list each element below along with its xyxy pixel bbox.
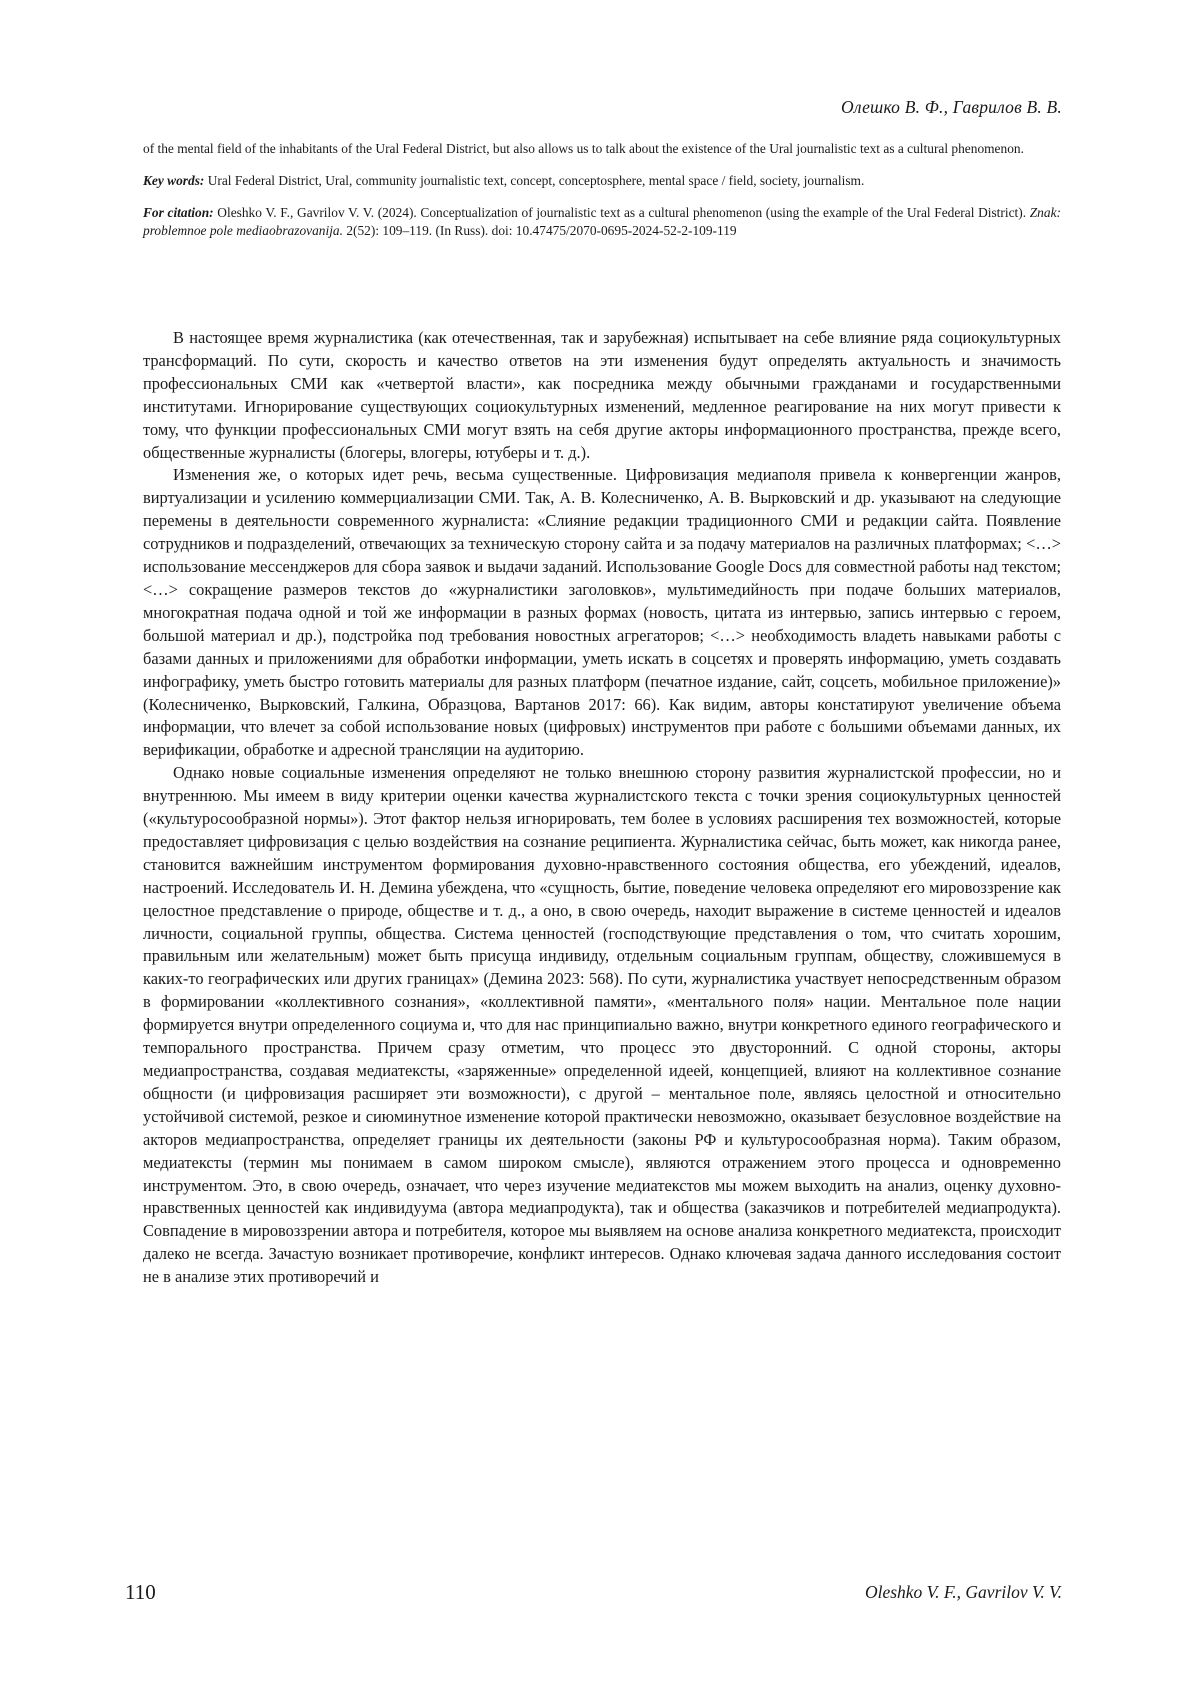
keywords-label: Key words: xyxy=(143,173,205,188)
abstract-block xyxy=(143,140,1061,254)
citation-label: For citation: xyxy=(143,205,214,220)
citation-text: Oleshko V. F., Gavrilov V. V. (2024). Conceptualization of journalistic text as a cultural phenomenon (using the example of the Ural Federal District). xyxy=(217,205,1027,220)
page-number: 110 xyxy=(125,1580,156,1604)
keywords xyxy=(143,172,1061,190)
body-paragraph: Однако новые социальные изменения определяют не только внешнюю сторону развития журналистской профессии, но и внутреннюю. Мы имеем в виду критерии оценки качества журналистского текста с точки зрения социокультурных ценностей («культуросообразной нормы»). Этот фактор нельзя игнорировать, тем более в условиях расширения тех возможностей, которые предоставляет цифровизация с целью воздействия на сознание реципиента. Журналистика сейчас, быть может, как никогда ранее, становится важнейшим инструментом формирования духовно-нравственного состояния общества, его убеждений, идеалов, настроений. Исследователь И. Н. Демина убеждена, что «сущность, бытие, поведение человека определяют его мировоззрение как целостное представление о природе, обществе и т. д., а оно, в свою очередь, находит выражение в системе ценностей и идеалов личности, социальной группы, общества. Система ценностей (господствующие представления о том, что считать хорошим, правильным или желательным) может быть присуща индивиду, отдельным социальным группам, обществу, сложившемуся в каких-то географических или других границах» (Демина 2023: 568). По сути, журналистика участвует непосредственным образом в формировании «коллективного сознания», «коллективной памяти», «ментального поля» нации. Ментальное поле нации формируется внутри определенного социума и, что для нас принципиально важно, внутри конкретного единого географического и темпорального пространства. Причем сразу отметим, что процесс это двусторонний. С одной стороны, акторы медиапространства, создавая медиатексты, «заряженные» определенной идеей, концепцией, влияют на коллективное сознание общности (и цифровизация расширяет эти возможности), с другой – ментальное поле, являясь целостной и относительно устойчивой системой, резкое и сиюминутное изменение которой практически невозможно, оказывает безусловное воздействие на акторов медиапространства, определяет границы их деятельности (законы РФ и культуросообразная норма). Таким образом, медиатексты (термин мы понимаем в самом широком смысле), являются отражением этого процесса и одновременно инструментом. Это, в свою очередь, означает, что через изучение медиатекстов мы можем выходить на анализ, оценку духовно-нравственных ценностей как индивидуума (автора медиапродукта), так и общества (заказчиков и потребителей медиапродукта). Совпадение в мировоззрении автора и потребителя, которое мы выявляем на основе анализа конкретного медиатекста, происходит далеко не всегда. Зачастую возникает противоречие, конфликт интересов. Однако ключевая задача данного исследования состоит не в анализе этих противоречий и xyxy=(143,763,1061,1287)
citation-journal: Znak: problemnoe pole mediaobrazovanija. xyxy=(143,205,1061,238)
body-paragraph: В настоящее время журналистика (как отечественная, так и зарубежная) испытывает на себе влияние ряда социокультурных трансформаций. По сути, скорость и качество ответов на эти изменения будут определять актуальность и значимость профессиональных СМИ как «четвертой власти», как посредника между обычными гражданами и государственными институтами. Игнорирование существующих социокультурных изменений, медленное реагирование на них могут привести к тому, что функции профессиональных СМИ могут взять на себя другие акторы информационного пространства, прежде всего, общественные журналисты (блогеры, влогеры, ютуберы и т. д.). xyxy=(143,328,1061,462)
keywords-text: Ural Federal District, Ural, community journalistic text, concept, conceptosphere, mental space / field, society, journalism. xyxy=(207,173,865,188)
abstract-continuation: of the mental field of the inhabitants of the Ural Federal District, but also allows us to talk about the existence of the Ural journalistic text as a cultural phenomenon. xyxy=(143,141,1024,156)
footer-authors: Oleshko V. F., Gavrilov V. V. xyxy=(864,1582,1062,1602)
citation xyxy=(143,204,1061,240)
running-head-authors: Олешко В. Ф., Гаврилов В. В. xyxy=(840,97,1062,117)
article-body xyxy=(143,327,1061,1289)
citation-tail: 2(52): 109–119. (In Russ). doi: 10.47475/2070-0695-2024-52-2-109-119 xyxy=(346,223,737,238)
body-paragraph: Изменения же, о которых идет речь, весьма существенные. Цифровизация медиаполя привела к конвергенции жанров, виртуализации и усилению коммерциализации СМИ. Так, А. В. Колесниченко, А. В. Вырковский и др. указывают на следующие перемены в деятельности современного журналиста: «Слияние редакции традиционного СМИ и редакции сайта. Появление сотрудников и подразделений, отвечающих за техническую сторону сайта и за подачу материалов на различных платформах; <…> использование мессенджеров для сбора заявок и выдачи заданий. Использование Google Docs для совместной работы над текстом; <…> сокращение размеров текстов до «журналистики заголовков», мультимедийность при подаче больших материалов, многократная подача одной и той же информации в разных формах (новость, цитата из интервью, запись интервью с героем, большой материал и др.), подстройка под требования новостных агрегаторов; <…> необходимость владеть навыками работы с базами данных и приложениями для обработки информации, уметь искать в соцсетях и проверять информацию, уметь создавать инфографику, уметь быстро готовить материалы для разных платформ (печатное издание, сайт, соцсеть, мобильное приложение)» (Колесниченко, Вырковский, Галкина, Образцова, Вартанов 2017: 66). Как видим, авторы констатируют увеличение объема информации, что влечет за собой использование новых (цифровых) инструментов при работе с большими объемами данных, их верификации, обработке и адресной трансляции на аудиторию. xyxy=(143,465,1061,760)
